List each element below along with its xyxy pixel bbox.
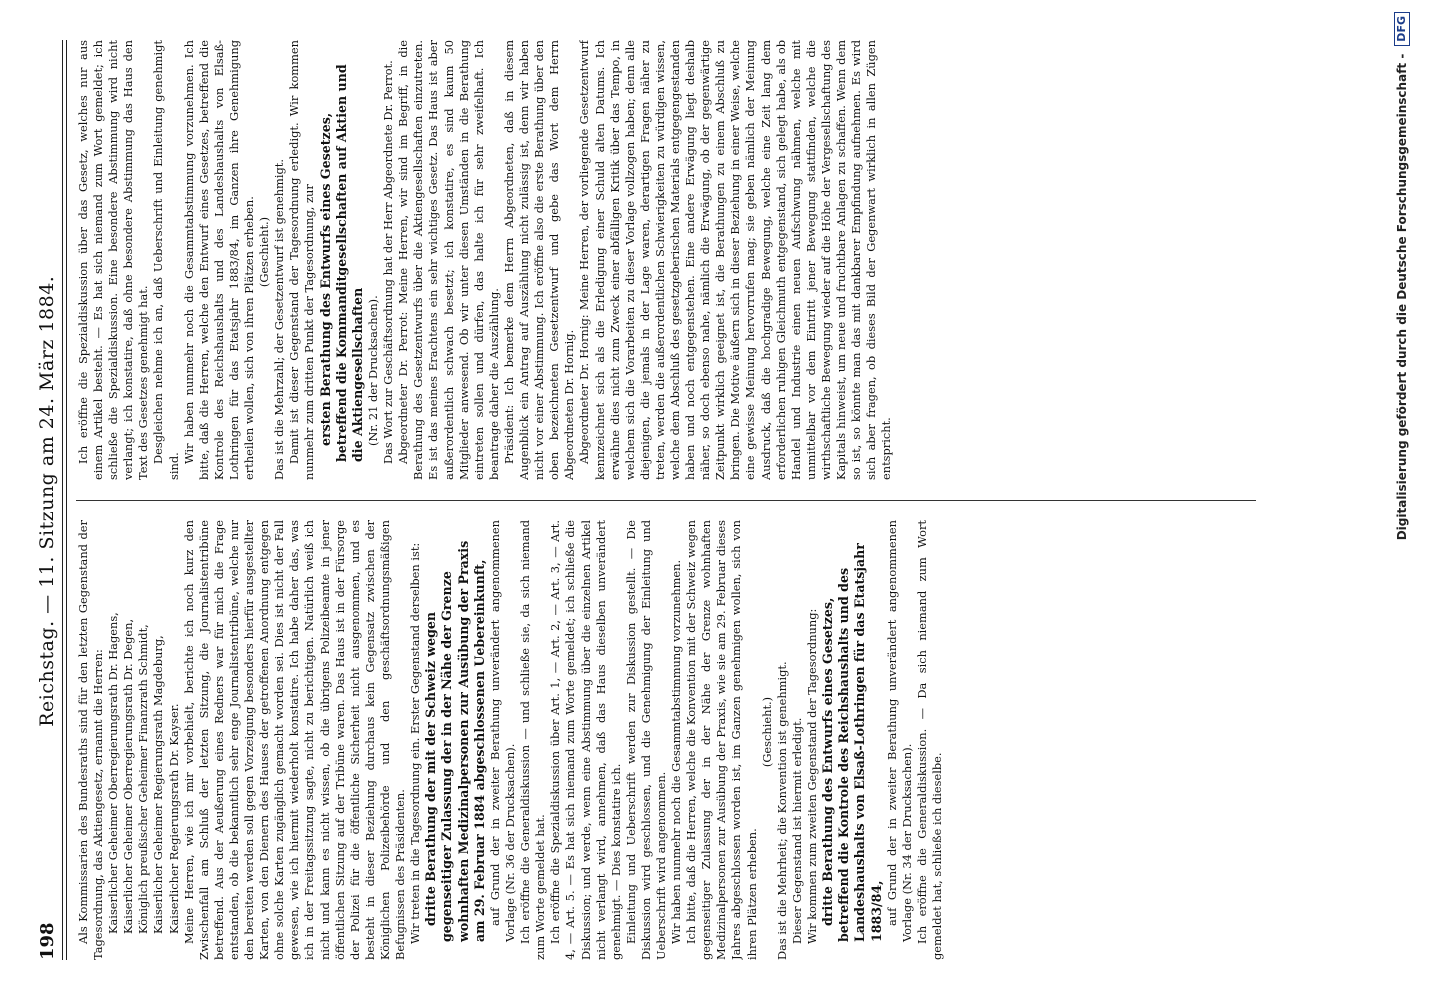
paragraph: Wir haben nunmehr noch die Gesammtabstimmung vorzunehmen. Ich bitte, daß die Herren, welche den Entwurf eines Gesetzes, betreffend die Kontrole des Reichshaushalts und des Landeshaushalts von Elsaß-Lothringen für das Etatsjahr 1883/84, im Ganzen ihre Genehmigung ertheilen wollen, sich von ihren Plätzen erheben. bbox=[181, 40, 257, 480]
left-column bbox=[76, 520, 1336, 960]
paragraph: Einleitung und Ueberschrift werden zur Diskussion gestellt. — Die Diskussion wird geschlossen, und die Genehmigung der Einleitung und Ueberschrift wird angenommen. bbox=[623, 520, 668, 960]
paragraph: Ich eröffne die Generaldiskussion — und schließe sie, da sich niemand zum Worte gemeldet hat. bbox=[518, 520, 548, 960]
agenda-reference: (Nr. 21 der Drucksachen). bbox=[366, 295, 381, 446]
commissioner-name: Kaiserlicher Geheimer Regierungsrath Magdeburg, bbox=[151, 635, 166, 934]
agenda-heading: ersten Berathung des Entwurfs eines Gesetzes, betreffend die Kommanditgesellschaften auf Aktien und die Aktiengesellschaften bbox=[317, 64, 365, 462]
paragraph: Präsident: Ich bemerke dem Herrn Abgeordneten, daß in diesem Augenblick ein Antrag auf Auszählung nicht zulässig ist, denn wir haben nicht vor einer Abstimmung. Ich eröffne also die erste Berathung über den oben bezeichneten Gesetzentwurf und gebe das Wort dem Herrn Abgeordneten Dr. Hornig. bbox=[501, 40, 577, 480]
commissioner-name: Kaiserlicher Geheimer Oberregierungsrath Dr. Degen, bbox=[121, 618, 136, 934]
paragraph: Desgleichen nehme ich an, daß Ueberschrift und Einleitung genehmigt sind. bbox=[151, 40, 181, 480]
commissioner-name: Kaiserlicher Geheimer Oberregierungsrath Dr. Hagens, bbox=[106, 612, 121, 934]
agenda-reference: auf Grund der in zweiter Berathung unverändert angenommenen Vorlage (Nr. 34 der Drucksachen). bbox=[884, 520, 914, 942]
paragraph: Abgeordneter Dr. Perrot: Meine Herren, wir sind im Begriff, in die Berathung des Gesetzentwurfs über die Aktiengesellschaften einzutreten. Es ist das meines Erachtens ein sehr wichtiges Gesetz. Das Haus ist aber außerordentlich schwach besetzt; ich konstatire, es sind kaum 50 Mitglieder anwesend. Ob wir unter diesen Umständen in die Berathung eintreten sollen und dürfen, das halte ich für sehr zweifelhaft. Ich beantrage daher die Auszählung. bbox=[396, 40, 501, 480]
header-rule bbox=[62, 40, 63, 960]
page-number: 198 bbox=[37, 922, 58, 960]
paragraph: Das ist die Mehrzahl; der Gesetzentwurf ist genehmigt. bbox=[272, 159, 287, 480]
agenda-heading: dritte Berathung der mit der Schweiz wegen gegenseitiger Zulassung der in der Nähe der Grenze wohnhaften Medizinalpersonen zur Ausübung der Praxis am 29. Februar 1884 abgeschlossenen Uebereinkunft, bbox=[423, 540, 487, 942]
commissioner-name: Königlich preußischer Geheimer Finanzrath Schmidt, bbox=[136, 624, 151, 934]
paragraph: Abgeordneter Dr. Hornig: Meine Herren, der vorliegende Gesetzentwurf kennzeichnet sich als die Erledigung einer Schuld alten Datums. Ich erwähne dies nicht zum Zweck einer abfälligen Kritik über das Tempo, in welchem sich die Vorarbeiten zu dieser Vorlage vollzogen haben; denn alle diejenigen, die jemals in der Lage waren, derartigen Fragen näher zu treten, werden die außerordentlichen Schwierigkeiten zu würdigen wissen, welche dem Abschluß des gesetzgeberischen Materials entgegengestanden haben und noch entgegenstehen. Eine andere Erwägung liegt deshalb näher, so doch ebenso nahe, nämlich die Erwägung, ob der gegenwärtige Zeitpunkt wirklich geeignet ist, die Berathungen zu einem Abschluß zu bringen. Die Motive äußern sich in dieser Beziehung in einer Weise, welche eine gewisse Meinung hervorrufen mag; sie geben nämlich der Meinung Ausdruck, daß die hochgradige Bewegung, welche eine Zeit lang dem erforderlichen ruhigen Gleichmuth entgegenstand, sich gelegt habe, als ob Handel und Industrie einen neuen Aufschwung nähmen, welche mit unmittelbar vor dem Eintritt jener Bewegung stattfinden, welche die wirthschaftliche Bewegung wieder auf die Höhe der Vergesellschaftung des Kapitals hinweist, um neue und fruchtbare Anlagen zu schaffen. Wenn dem so ist, so könnte man das mit dankbarer Empfindung aufnehmen. Es wird sich aber fragen, ob dieses Bild der Gegenwart wirklich in allen Zügen entspricht. bbox=[577, 40, 894, 480]
dfg-logo: DFG bbox=[1394, 12, 1410, 46]
paragraph: Damit ist dieser Gegenstand der Tagesordnung erledigt. Wir kommen nunmehr zum dritten Punkt der Tagesordnung, zur bbox=[287, 40, 317, 480]
column-divider bbox=[76, 500, 1256, 501]
header-rule-double bbox=[66, 40, 67, 960]
stage-direction: (Geschieht.) bbox=[257, 216, 272, 288]
paragraph: Wir treten in die Tagesordnung ein. Erster Gegenstand derselben ist: bbox=[408, 542, 423, 944]
paragraph: Meine Herren, wie ich mir vorbehielt, berichte ich noch kurz den Zwischenfall am Schluß der letzten Sitzung, die Journalistentribüne betreffend. Aus der Aeußerung eines Redners war für mich die Frage entstanden, ob die bekanntlich sehr enge Journalistentribüne, welche nur den bereiten werden soll gegen Vorzeigung besonders hierfür ausgestellter Karten, von den Dienern des Hauses der getroffenen Anordnung entgegen ohne solche Karten zugänglich gemacht worden sei. Dies ist nicht der Fall gewesen, wie ich hiermit wiederholt konstatire. Ich habe daher das, was ich in der Freitagssitzung sagte, nicht zu berichtigen. Natürlich weiß ich nicht und kann es nicht wissen, ob die übrigens Polizeibeamte in jener öffentlichen Sitzung auf der Tribüne waren. Das Haus ist in der Fürsorge der Polizei für die öffentliche Sicherheit nicht ausgenommen, und es besteht in dieser Beziehung durchaus kein Gegensatz zwischen der Königlichen Polizeibehörde und den geschäftsordnungsmäßigen Befugnissen des Präsidenten. bbox=[181, 520, 407, 960]
paragraph: Dieser Gegenstand ist hiermit erledigt. bbox=[789, 717, 804, 944]
page-header bbox=[24, 40, 58, 960]
right-column bbox=[76, 40, 1336, 480]
paragraph: Das Wort zur Geschäftsordnung hat der Herr Abgeordnete Dr. Perrot. bbox=[381, 60, 396, 464]
paragraph: Ich bitte, daß die Herren, welche die Konvention mit der Schweiz wegen gegenseitiger Zulassung der in der Nähe der Grenze wohnhaften Medizinalpersonen zur Ausübung der Praxis, wie sie am 29. Februar dieses Jahres abgeschlossen worden ist, im Ganzen genehmigen wollen, sich von ihren Plätzen erheben. bbox=[684, 520, 759, 960]
stage-direction: (Geschieht.) bbox=[759, 696, 774, 768]
agenda-reference: auf Grund der in zweiter Berathung unverändert angenommenen Vorlage (Nr. 36 der Drucksachen). bbox=[487, 520, 518, 942]
paragraph: Ich eröffne die Generaldiskussion. — Da sich niemand zum Wort gemeldet hat, schließe ich dieselbe. bbox=[915, 520, 945, 960]
paragraph: Wir haben nunmehr noch die Gesammtabstimmung vorzunehmen. bbox=[669, 559, 684, 944]
running-title: Reichstag. — 11. Sitzung am 24. März 1884. bbox=[36, 275, 58, 727]
commissioner-list bbox=[106, 520, 181, 960]
agenda-heading: dritte Berathung des Entwurfs eines Gesetzes, betreffend die Kontrole des Reichshaushalts und des Landeshaushalts von Elsaß-Lothringen für das Etatsjahr 1883/84, bbox=[820, 543, 884, 942]
paragraph: Wir kommen zum zweiten Gegenstand der Tagesordnung: bbox=[804, 608, 819, 944]
paragraph: Als Kommissarien des Bundesraths sind für den letzten Gegenstand der Tagesordnung, das Aktiengesetz, ernannt die Herren: bbox=[76, 520, 106, 960]
paragraph: Ich eröffne die Spezialdiskussion über Art. 1, — Art. 2, — Art. 3, — Art. 4, — Art. 5. — Es hat sich niemand zum Worte gemeldet; ich schließe die Diskussion; und werde, wenn eine Abstimmung über die einzelnen Artikel nicht verlangt wird, annehmen, daß das Haus dieselben unverändert genehmigt. — Dies konstatire ich. bbox=[548, 520, 623, 960]
digitization-imprint bbox=[1392, 12, 1412, 988]
paragraph: Ich eröffne die Spezialdiskussion über das Gesetz, welches nur aus einem Artikel besteht. — Es hat sich niemand zum Wort gemeldet; ich schließe die Spezialdiskussion. Eine besondere Abstimmung wird nicht verlangt; ich konstatire, daß ohne besondere Abstimmung das Haus den Text des Gesetzes genehmigt hat. bbox=[76, 40, 151, 480]
commissioner-name: Kaiserlicher Regierungsrath Dr. Kayser. bbox=[166, 703, 181, 934]
paragraph: Das ist die Mehrheit; die Konvention ist genehmigt. bbox=[774, 661, 789, 960]
imprint-text: Digitalisierung gefördert durch die Deutsche Forschungsgemeinschaft - bbox=[1395, 53, 1409, 541]
